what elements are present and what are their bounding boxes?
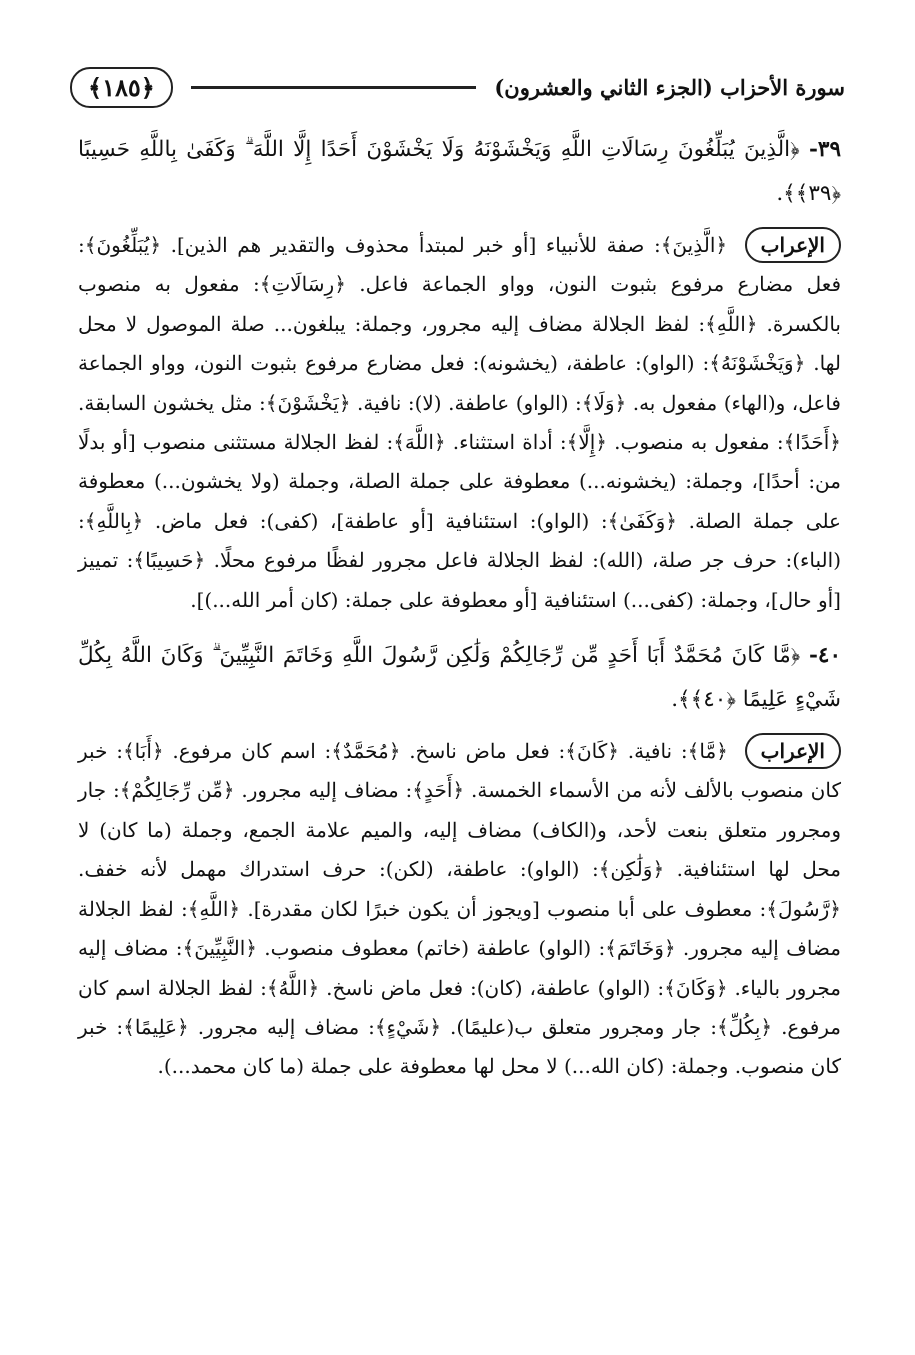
irab-badge: الإعراب <box>745 227 841 263</box>
surah-title: سورة الأحزاب (الجزء الثاني والعشرون) <box>494 74 845 100</box>
verse-text: ﴿الَّذِينَ يُبَلِّغُونَ رِسَالَاتِ اللَّهِ وَيَخْشَوْنَهُ وَلَا يَخْشَوْنَ أَحَدًا إِلَّا اللَّهَ ۗ وَكَفَىٰ بِاللَّهِ حَسِيبًا ﴿٣٩﴾﴾. <box>78 137 841 206</box>
verse-number: ٣٩- <box>808 137 841 162</box>
verse-40 <box>78 634 841 722</box>
page-content <box>78 128 841 1101</box>
irab-text: ﴿مَّا﴾: نافية. ﴿كَانَ﴾: فعل ماض ناسخ. ﴿مُحَمَّدٌ﴾: اسم كان مرفوع. ﴿أَبَا﴾: خبر كان منصوب بالألف لأنه من الأسماء الخمسة. ﴿أَحَدٍ﴾: مضاف إليه مجرور. ﴿مِّن رِّجَالِكُمْ﴾: جار ومجرور متعلق بنعت لأحد، و(الكاف) مضاف إليه، والميم علامة الجمع، وجملة (ما كان) لا محل لها استئنافية. ﴿وَلَٰكِن﴾: (الواو): عاطفة، (لكن): حرف استدراك مهمل لأنه خفف. ﴿رَّسُولَ﴾: معطوف على أبا منصوب [ويجوز أن يكون خبرًا لكان مقدرة]. ﴿اللَّهِ﴾: لفظ الجلالة مضاف إليه مجرور. ﴿وَخَاتَمَ﴾: (الواو) عاطفة (خاتم) معطوف منصوب. ﴿النَّبِيِّينَ﴾: مضاف إليه مجرور بالياء. ﴿وَكَانَ﴾: (الواو) عاطفة، (كان): فعل ماض ناسخ. ﴿اللَّهُ﴾: لفظ الجلالة اسم كان مرفوع. ﴿بِكُلِّ﴾: جار ومجرور متعلق ب(عليمًا). ﴿شَيْءٍ﴾: مضاف إليه مجرور. ﴿عَلِيمًا﴾: خبر كان منصوب. وجملة: (كان الله...) لا محل لها معطوفة على جملة (ما كان محمد...). <box>78 739 842 1079</box>
page-number: ﴿١٨٥﴾ <box>70 67 173 108</box>
irab-text: ﴿الَّذِينَ﴾: صفة للأنبياء [أو خبر لمبتدأ محذوف والتقدير هم الذين]. ﴿يُبَلِّغُونَ﴾: فعل مضارع مرفوع بثبوت النون، وواو الجماعة فاعل. ﴿رِسَالَاتِ﴾: مفعول به منصوب بالكسرة. ﴿اللَّهِ﴾: لفظ الجلالة مضاف إليه مجرور، وجملة: يبلغون... صلة الموصول لا محل لها. ﴿وَيَخْشَوْنَهُ﴾: (الواو): عاطفة، (يخشونه): فعل مضارع مرفوع بثبوت النون، وواو الجماعة فاعل، و(الهاء) مفعول به. ﴿وَلَا﴾: (الواو) عاطفة. (لا): نافية. ﴿يَخْشَوْنَ﴾: مثل يخشون السابقة. ﴿أَحَدًا﴾: مفعول به منصوب. ﴿إِلَّا﴾: أداة استثناء. ﴿اللَّهَ﴾: لفظ الجلالة مستثنى منصوب [أو بدلًا من: أحدًا]، وجملة: (يخشونه...) معطوفة على جملة الصلة، وجملة (ولا يخشون...) معطوفة على جملة الصلة. ﴿وَكَفَىٰ﴾: (الواو): استئنافية [أو عاطفة]، (كفى): فعل ماض. ﴿بِاللَّهِ﴾: (الباء): حرف جر صلة، (الله): لفظ الجلالة فاعل مجرور لفظًا مرفوع محلًا. ﴿حَسِيبًا﴾: تمييز [أو حال]، وجملة: (كفى...) استئنافية [أو معطوفة على جملة: (كان أمر الله...)]. <box>78 233 841 612</box>
verse-text: ﴿مَّا كَانَ مُحَمَّدٌ أَبَا أَحَدٍ مِّن رِّجَالِكُمْ وَلَٰكِن رَّسُولَ اللَّهِ وَخَاتَمَ النَّبِيِّينَ ۗ وَكَانَ اللَّهُ بِكُلِّ شَيْءٍ عَلِيمًا ﴿٤٠﴾﴾. <box>78 643 841 713</box>
irab-39 <box>78 226 841 620</box>
page-header <box>70 62 845 112</box>
irab-40 <box>78 732 841 1087</box>
header-divider <box>191 86 477 89</box>
verse-number: ٤٠- <box>808 643 841 669</box>
verse-39 <box>78 128 841 216</box>
irab-badge: الإعراب <box>745 733 841 769</box>
